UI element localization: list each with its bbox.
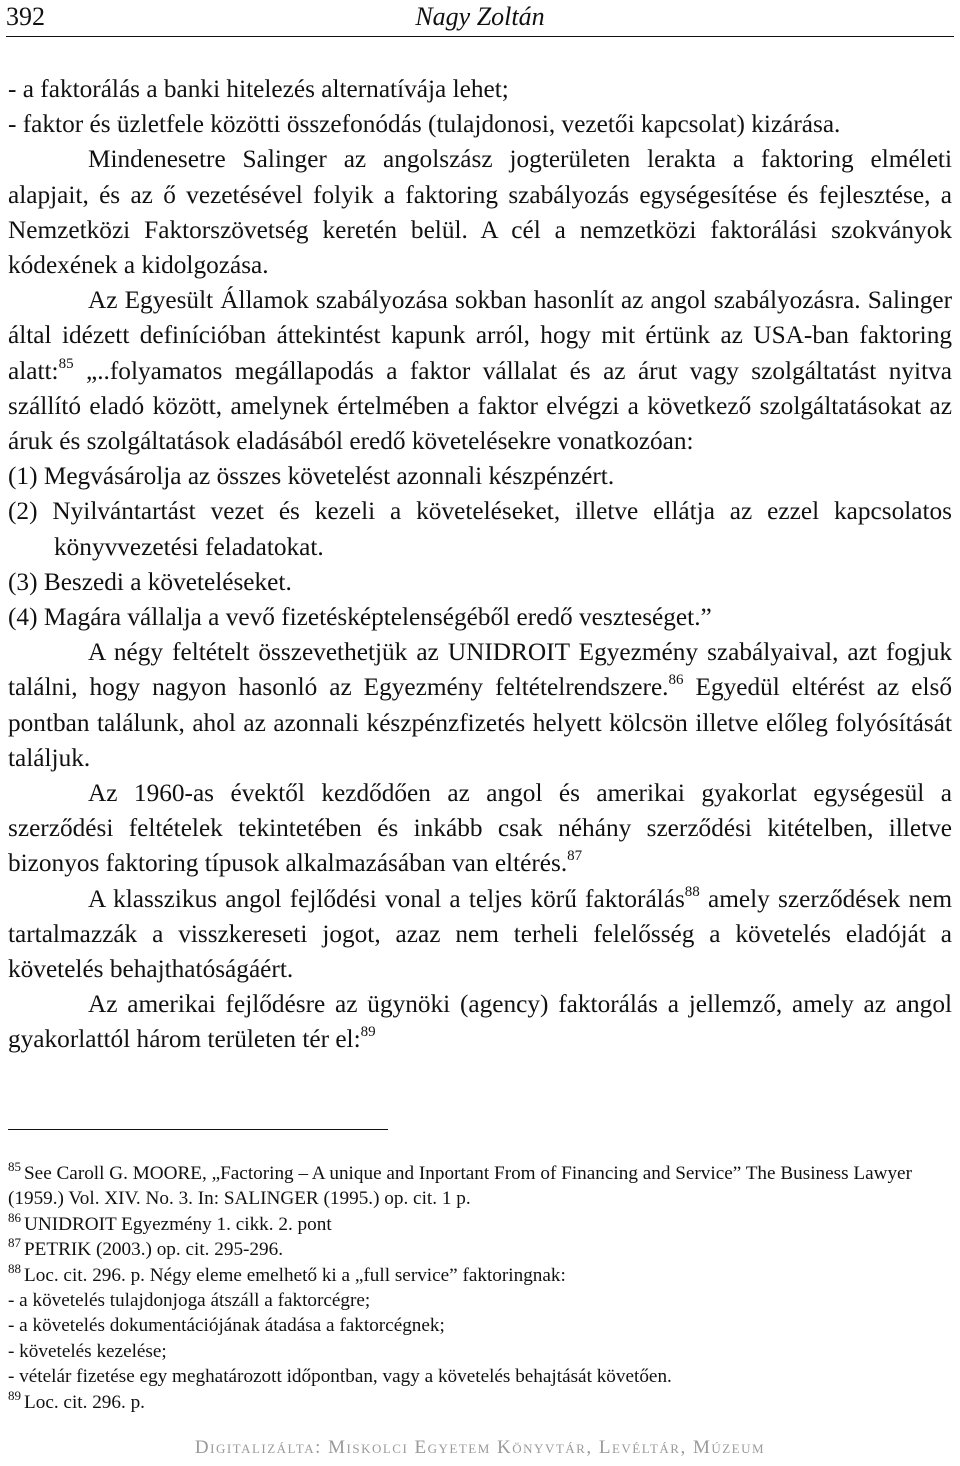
body-text — [8, 72, 952, 1058]
paragraph: A négy feltételt összevethetjük az UNIDROIT Egyezmény szabályaival, azt fogjuk találni, hogy nagyon hasonló az Egyezmény feltételrendszere.$^{86}$ Egyedül eltérést az első pontban találunk, ahol az azonnali készpénzfizetés helyett kölcsön illetve előleg folyósítását találjuk. — [8, 638, 952, 772]
footnote-line: - vételár fizetése egy meghatározott időpontban, vagy a követelés behajtását követően. — [8, 1366, 672, 1388]
footnote-number: 88 — [8, 1260, 21, 1276]
list-item: (2) Nyilvántartást vezet és kezeli a követeléseket, illetve ellátja az ezzel kapcsolatos könyvvezetési feladatokat. — [8, 497, 952, 561]
footnote-ref: 89 — [360, 1024, 376, 1041]
list-item: (1) Megvásárolja az összes követelést azonnali készpénzért. — [8, 462, 615, 491]
paragraph: A klasszikus angol fejlődési vonal a teljes körű faktorálás$^{88}$ amely szerződések nem tartalmazzák a visszkereseti jogot, azaz nem terheli felelősség a követelés eladóját a követelés behajthatóságáért. — [8, 883, 952, 984]
footnote: $^{87}$ PETRIK (2003.) op. cit. 295-296. — [8, 1235, 284, 1261]
paragraph: Az Egyesült Államok szabályozása sokban hasonlít az angol szabályozásra. Salinger által idézett definícióban áttekintést kapunk arról, hogy mit értünk az USA-ban faktoring alatt:$^{85}$ „..folyamatos megállapodás a faktor vállalat és az árut vagy szolgáltatást nyitva szállító eladó között, amelynek értelmében a faktor elvégzi a következő szolgáltatásokat az áruk és szolgáltatások eladásából eredő követelésekre vonatkozóan: — [8, 286, 952, 456]
paragraph: Mindenesetre Salinger az angolszász jogterületen lerakta a faktoring elméleti alapjait, és az ő vezetésével folyik a faktoring szabályozás egységesítése és fejlesztése, a Nemzetközi Faktorszövetség keretén belül. A cél a nemzetközi faktorálási szokványok kódexének a kidolgozása. — [8, 145, 952, 280]
footnote-number: 89 — [8, 1387, 21, 1403]
footnote-ref: 87 — [567, 848, 583, 865]
digitization-stamp: Digitalizálta: Miskolci Egyetem Könyvtár, Levéltár, Múzeum — [194, 1437, 766, 1458]
paragraph: Az 1960-as évektől kezdődően az angol és amerikai gyakorlat egységesül a szerződési feltételek tekintetében és inkább csak néhány szerződési kitételben, illetve bizonyos faktoring típusok alkalmazásában van eltérés.$^{87}$ — [8, 779, 952, 878]
paragraph: Az amerikai fejlődésre az ügynöki (agency) faktorálás a jellemző, amely az angol gyakorlattól három területen tér el:$^{89}$ — [8, 990, 952, 1054]
footnote-number: 85 — [8, 1159, 21, 1174]
footnote-ref: 85 — [58, 355, 74, 372]
footnote: $^{89}$ Loc. cit. 296. p. — [8, 1387, 145, 1413]
footnote: $^{88}$ Loc. cit. 296. p. Négy eleme emelhető ki a „full service” faktoringnak: — [8, 1260, 566, 1286]
footnotes — [8, 1161, 952, 1415]
running-title: Nagy Zoltán — [415, 2, 545, 31]
footnote: $^{85}$ See Caroll G. MOORE, „Factoring – A unique and Inportant From of Financing and Service” The Business Lawyer (1959.) Vol. XIV. No. 3. In: SALINGER (1995.) op. cit. 1 p. — [8, 1159, 912, 1210]
paragraph: - a faktorálás a banki hitelezés alternatívája lehet; — [8, 75, 509, 103]
footnote-number: 87 — [8, 1235, 21, 1251]
running-header — [6, 2, 954, 37]
footnote-number: 86 — [8, 1209, 21, 1225]
footnote-ref: 86 — [668, 672, 684, 689]
paragraph: - faktor és üzletfele közötti összefonódás (tulajdonosi, vezetői kapcsolat) kizárása. — [8, 110, 841, 139]
footnote-line: - a követelés tulajdonjoga átszáll a faktorcégre; — [8, 1290, 371, 1312]
footnote-line: - követelés kezelése; — [8, 1340, 167, 1362]
page-number: 392 — [6, 2, 45, 31]
footnote-ref: 88 — [684, 883, 700, 900]
footnote: $^{86}$ UNIDROIT Egyezmény 1. cikk. 2. pont — [8, 1209, 332, 1235]
list-item: (4) Magára vállalja a vevő fizetésképtelenségéből eredő veszteséget.” — [8, 603, 712, 632]
footnote-separator — [8, 1129, 388, 1130]
footnote-line: - a követelés dokumentációjának átadása a faktorcégnek; — [8, 1315, 445, 1337]
list-item: (3) Beszedi a követeléseket. — [8, 567, 292, 596]
